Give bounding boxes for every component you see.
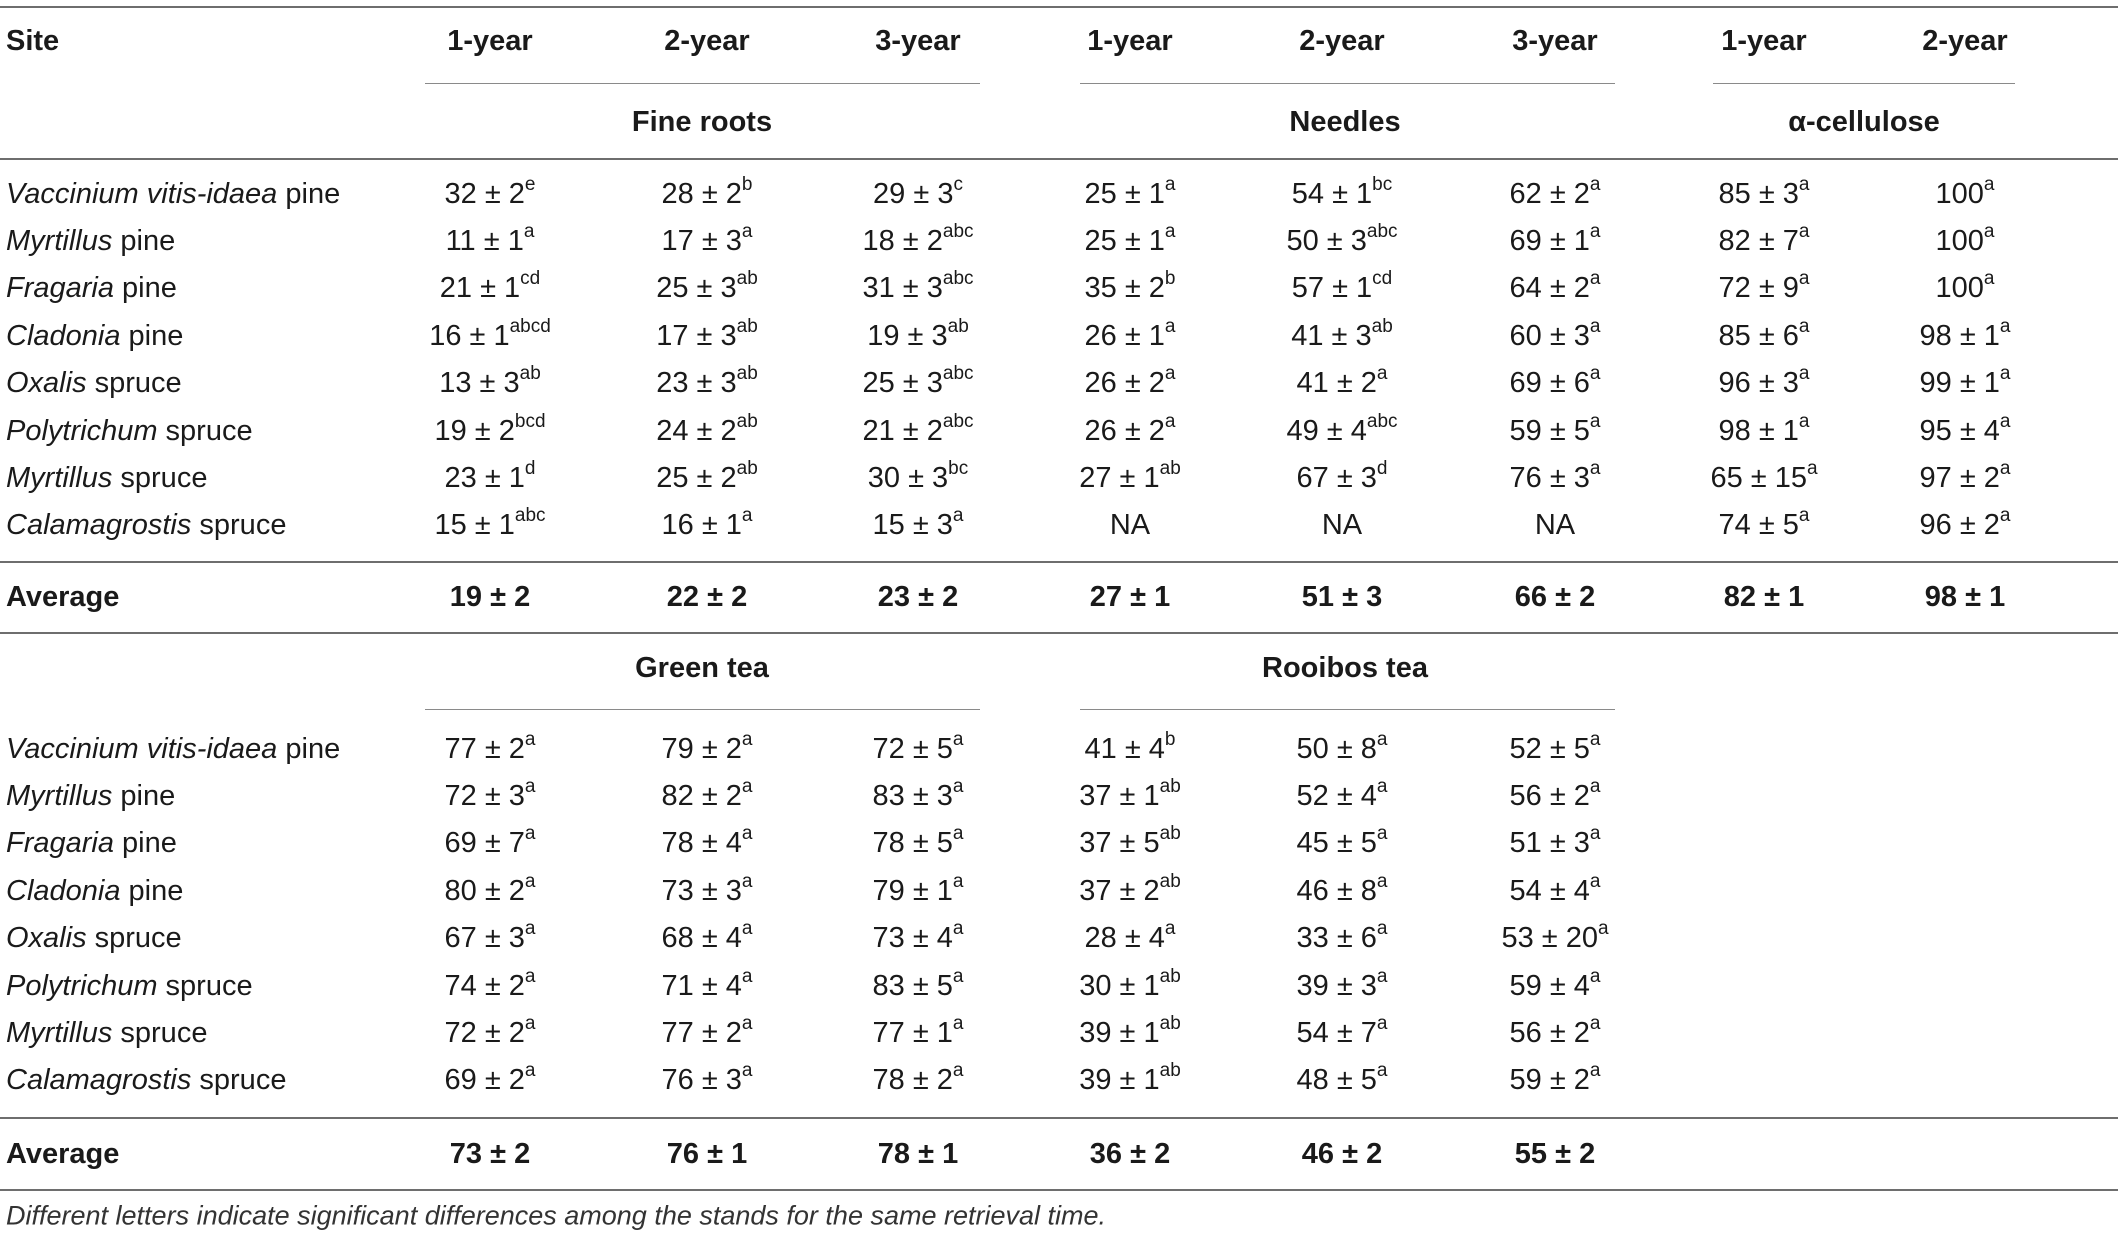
table-cell: $59 \pm 5^a$ (1509, 411, 1601, 447)
table-cell: $74 \pm 2^a$ (444, 966, 536, 1002)
table-cell: $48 \pm 5^a$ (1296, 1060, 1388, 1096)
table-cell: $77 \pm 2^a$ (661, 1013, 753, 1049)
table-cell: $77 \pm 1^a$ (872, 1013, 964, 1049)
table-cell: $30 \pm 3^{bc}$ (867, 458, 969, 494)
rule-needles (1080, 83, 1615, 84)
table-cell: NA (1321, 509, 1363, 541)
table-cell: $17 \pm 3^a$ (661, 221, 753, 257)
year-header: 1-year (1087, 25, 1173, 57)
table-cell: $19 \pm 2^{bcd}$ (434, 411, 546, 447)
rule-green-tea (425, 709, 980, 710)
table-cell: $25 \pm 2^{ab}$ (656, 458, 758, 494)
table-cell: $29 \pm 3^c$ (873, 174, 963, 210)
table-cell: $21 \pm 1^{cd}$ (439, 268, 541, 304)
table-cell: $37 \pm 2^{ab}$ (1079, 871, 1181, 907)
table-cell: $31 \pm 3^{abc}$ (862, 268, 974, 304)
table-cell: $39 \pm 1^{ab}$ (1079, 1013, 1181, 1049)
table-cell: $72 \pm 9^a$ (1718, 268, 1810, 304)
table-cell: $30 \pm 1^{ab}$ (1079, 966, 1181, 1002)
table-cell: $62 \pm 2^a$ (1509, 174, 1601, 210)
average-value: 46 ± 2 (1301, 1138, 1383, 1170)
group-header: α-cellulose (1788, 106, 1940, 138)
table-cell: $95 \pm 4^a$ (1919, 411, 2011, 447)
table-cell: $74 \pm 5^a$ (1718, 505, 1810, 541)
table-cell: $73 \pm 4^a$ (872, 918, 964, 954)
table-cell: $17 \pm 3^{ab}$ (656, 316, 758, 352)
site-name: Cladonia pine (6, 320, 184, 352)
average-label: Average (6, 1138, 120, 1170)
table-cell: $78 \pm 2^a$ (872, 1060, 964, 1096)
table-cell: $82 \pm 2^a$ (661, 776, 753, 812)
site-column-header: Site (6, 25, 60, 57)
table-cell: $65 \pm 15^a$ (1710, 458, 1818, 494)
table-cell: 100$^a$ (1935, 268, 1995, 304)
table-cell: $11 \pm 1^a$ (445, 221, 535, 257)
year-header: 2-year (664, 25, 750, 57)
rule-top (0, 6, 2118, 8)
rule-rooibos-tea (1080, 709, 1615, 710)
table-cell: $50 \pm 8^a$ (1296, 729, 1388, 765)
table-cell: $67 \pm 3^a$ (444, 918, 536, 954)
average-label: Average (6, 581, 120, 613)
table-cell: $83 \pm 5^a$ (872, 966, 964, 1002)
table-cell: $76 \pm 3^a$ (1509, 458, 1601, 494)
site-name: Polytrichum spruce (6, 415, 253, 447)
year-header: 1-year (1721, 25, 1807, 57)
average-value: 73 ± 2 (449, 1138, 531, 1170)
table-cell: $59 \pm 2^a$ (1509, 1060, 1601, 1096)
table-cell: $32 \pm 2^e$ (444, 174, 536, 210)
table-cell: $64 \pm 2^a$ (1509, 268, 1601, 304)
group-header: Rooibos tea (1262, 652, 1428, 684)
site-name: Myrtillus spruce (6, 462, 208, 494)
table-cell: $37 \pm 5^{ab}$ (1079, 823, 1181, 859)
site-name: Calamagrostis spruce (6, 1064, 287, 1096)
site-name: Polytrichum spruce (6, 970, 253, 1002)
table-cell: $27 \pm 1^{ab}$ (1079, 458, 1181, 494)
table-cell: $69 \pm 6^a$ (1509, 363, 1601, 399)
group-header: Green tea (635, 652, 769, 684)
table-cell: $16 \pm 1^{abcd}$ (429, 316, 551, 352)
table-cell: $25 \pm 3^{ab}$ (656, 268, 758, 304)
average-value: 23 ± 2 (877, 581, 959, 613)
table-cell: $41 \pm 4^b$ (1084, 729, 1176, 765)
table-cell: $85 \pm 6^a$ (1718, 316, 1810, 352)
table-cell: $96 \pm 2^a$ (1919, 505, 2011, 541)
table-cell: $26 \pm 2^a$ (1084, 411, 1176, 447)
table-cell: $82 \pm 7^a$ (1718, 221, 1810, 257)
table-cell: 100$^a$ (1935, 221, 1995, 257)
table-cell: $35 \pm 2^b$ (1084, 268, 1176, 304)
table-cell: $68 \pm 4^a$ (661, 918, 753, 954)
year-header: 2-year (1299, 25, 1385, 57)
table-cell: $56 \pm 2^a$ (1509, 776, 1601, 812)
table-cell: $50 \pm 3^{abc}$ (1286, 221, 1398, 257)
table-cell: $41 \pm 2^a$ (1296, 363, 1388, 399)
table-cell: $24 \pm 2^{ab}$ (656, 411, 758, 447)
table-cell: $80 \pm 2^a$ (444, 871, 536, 907)
site-name: Vaccinium vitis-idaea pine (6, 178, 341, 210)
table-cell: $46 \pm 8^a$ (1296, 871, 1388, 907)
table-cell: $51 \pm 3^a$ (1509, 823, 1601, 859)
site-name: Myrtillus pine (6, 225, 176, 257)
table-cell: $28 \pm 4^a$ (1084, 918, 1176, 954)
table-cell: $60 \pm 3^a$ (1509, 316, 1601, 352)
average-value: 78 ± 1 (877, 1138, 959, 1170)
table-cell: $28 \pm 2^b$ (661, 174, 753, 210)
table-cell: $76 \pm 3^a$ (661, 1060, 753, 1096)
average-value: 22 ± 2 (666, 581, 748, 613)
table-cell: $85 \pm 3^a$ (1718, 174, 1810, 210)
average-value: 98 ± 1 (1924, 581, 2006, 613)
site-name: Calamagrostis spruce (6, 509, 287, 541)
table-cell: $96 \pm 3^a$ (1718, 363, 1810, 399)
table-cell: $72 \pm 3^a$ (444, 776, 536, 812)
table-cell: $79 \pm 1^a$ (872, 871, 964, 907)
table-cell: $73 \pm 3^a$ (661, 871, 753, 907)
table-cell: NA (1534, 509, 1576, 541)
site-name: Myrtillus pine (6, 780, 176, 812)
table-cell: $33 \pm 6^a$ (1296, 918, 1388, 954)
table-cell: $39 \pm 1^{ab}$ (1079, 1060, 1181, 1096)
average-value: 51 ± 3 (1301, 581, 1383, 613)
table-cell: $98 \pm 1^a$ (1919, 316, 2011, 352)
table-cell: $16 \pm 1^a$ (661, 505, 753, 541)
table-cell: $41 \pm 3^{ab}$ (1291, 316, 1393, 352)
table-cell: $37 \pm 1^{ab}$ (1079, 776, 1181, 812)
table-cell: $71 \pm 4^a$ (661, 966, 753, 1002)
rule-cellulose (1713, 83, 2015, 84)
table-cell: $69 \pm 1^a$ (1509, 221, 1601, 257)
table-cell: $69 \pm 7^a$ (444, 823, 536, 859)
year-header: 3-year (875, 25, 961, 57)
table-cell: $15 \pm 1^{abc}$ (434, 505, 546, 541)
table-cell: $19 \pm 3^{ab}$ (867, 316, 969, 352)
average-value: 66 ± 2 (1514, 581, 1596, 613)
site-name: Oxalis spruce (6, 367, 182, 399)
site-name: Fragaria pine (6, 827, 177, 859)
year-header: 2-year (1922, 25, 2008, 57)
table-cell: $54 \pm 1^{bc}$ (1291, 174, 1393, 210)
average-value: 82 ± 1 (1723, 581, 1805, 613)
year-header: 1-year (447, 25, 533, 57)
table-cell: $39 \pm 3^a$ (1296, 966, 1388, 1002)
rule-fine-roots (425, 83, 980, 84)
rule-above-average-1 (0, 561, 2118, 563)
table-cell: $59 \pm 4^a$ (1509, 966, 1601, 1002)
site-name: Cladonia pine (6, 875, 184, 907)
average-value: 76 ± 1 (666, 1138, 748, 1170)
rule-below-average-1 (0, 632, 2118, 634)
average-value: 27 ± 1 (1089, 581, 1171, 613)
table-cell: $77 \pm 2^a$ (444, 729, 536, 765)
average-value: 55 ± 2 (1514, 1138, 1596, 1170)
table-cell: $26 \pm 1^a$ (1084, 316, 1176, 352)
year-header: 3-year (1512, 25, 1598, 57)
table-cell: $57 \pm 1^{cd}$ (1291, 268, 1393, 304)
group-header: Fine roots (631, 106, 773, 138)
table-cell: $25 \pm 3^{abc}$ (862, 363, 974, 399)
table-cell: $83 \pm 3^a$ (872, 776, 964, 812)
table-cell: NA (1109, 509, 1151, 541)
table-footnote: Different letters indicate significant differences among the stands for the same retrieval time. (6, 1200, 1107, 1231)
table-cell: $98 \pm 1^a$ (1718, 411, 1810, 447)
table-cell: 100$^a$ (1935, 174, 1995, 210)
rule-bottom (0, 1189, 2118, 1191)
group-header: Needles (1289, 106, 1401, 138)
table-cell: $79 \pm 2^a$ (661, 729, 753, 765)
table-cell: $23 \pm 1^d$ (444, 458, 536, 494)
average-value: 36 ± 2 (1089, 1138, 1171, 1170)
table-cell: $69 \pm 2^a$ (444, 1060, 536, 1096)
table-cell: $26 \pm 2^a$ (1084, 363, 1176, 399)
table-cell: $78 \pm 4^a$ (661, 823, 753, 859)
table-cell: $72 \pm 5^a$ (872, 729, 964, 765)
table-cell: $52 \pm 4^a$ (1296, 776, 1388, 812)
table-cell: $49 \pm 4^{abc}$ (1286, 411, 1398, 447)
table-cell: $45 \pm 5^a$ (1296, 823, 1388, 859)
site-name: Vaccinium vitis-idaea pine (6, 733, 341, 765)
table-cell: $25 \pm 1^a$ (1084, 221, 1176, 257)
table-cell: $15 \pm 3^a$ (872, 505, 964, 541)
rule-above-average-2 (0, 1117, 2118, 1119)
table-cell: $53 \pm 20^a$ (1501, 918, 1609, 954)
site-name: Myrtillus spruce (6, 1017, 208, 1049)
average-value: 19 ± 2 (449, 581, 531, 613)
site-name: Oxalis spruce (6, 922, 182, 954)
table-cell: $78 \pm 5^a$ (872, 823, 964, 859)
table-cell: $18 \pm 2^{abc}$ (862, 221, 974, 257)
site-name: Fragaria pine (6, 272, 177, 304)
table-cell: $25 \pm 1^a$ (1084, 174, 1176, 210)
table-cell: $72 \pm 2^a$ (444, 1013, 536, 1049)
table-cell: $99 \pm 1^a$ (1919, 363, 2011, 399)
table-cell: $67 \pm 3^d$ (1296, 458, 1388, 494)
rule-under-groups (0, 158, 2118, 160)
table-cell: $21 \pm 2^{abc}$ (862, 411, 974, 447)
table-cell: $52 \pm 5^a$ (1509, 729, 1601, 765)
table-cell: $54 \pm 4^a$ (1509, 871, 1601, 907)
table-cell: $54 \pm 7^a$ (1296, 1013, 1388, 1049)
table-cell: $23 \pm 3^{ab}$ (656, 363, 758, 399)
table-cell: $13 \pm 3^{ab}$ (439, 363, 541, 399)
table-cell: $56 \pm 2^a$ (1509, 1013, 1601, 1049)
table-cell: $97 \pm 2^a$ (1919, 458, 2011, 494)
